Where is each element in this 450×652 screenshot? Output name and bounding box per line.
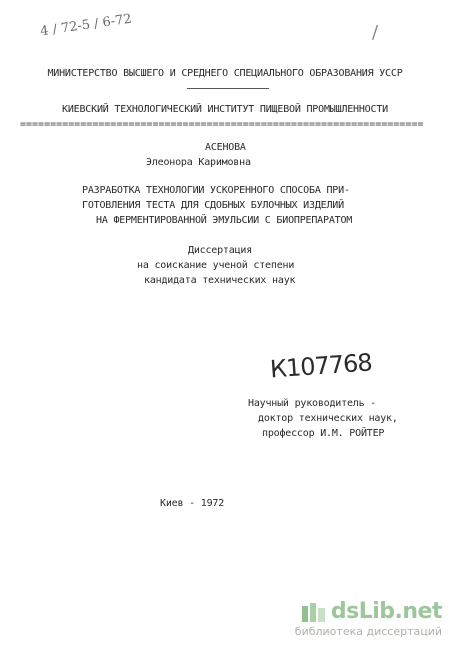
ministry-heading: МИНИСТЕРСТВО ВЫСШЕГО И СРЕДНЕГО СПЕЦИАЛЬНОГО ОБРАЗОВАНИЯ УССР [47,68,403,79]
supervisor-line-1: Научный руководитель - [248,398,377,409]
handwritten-mark: / [372,22,379,43]
watermark-title: dsLib.net [330,599,442,624]
institute-heading: КИЕВСКИЙ ТЕХНОЛОГИЧЕСКИЙ ИНСТИТУТ ПИЩЕВОЙ ПРОМЫШЛЕННОСТИ [62,104,388,115]
archive-stamp: К107768 [269,348,373,384]
thesis-title-line-2: ГОТОВЛЕНИЯ ТЕСТА ДЛЯ СДОБНЫХ БУЛОЧНЫХ ИЗДЕЛИЙ [82,200,344,211]
degree-line-2: на соискание ученой степени [137,260,295,271]
watermark-subtitle: библиотека диссертаций [294,625,442,638]
dslib-watermark[interactable] [295,599,442,638]
ministry-underline [187,88,269,89]
degree-line-1: Диссертация [188,245,253,256]
place-and-year: Киев - 1972 [160,498,225,509]
degree-line-3: кандидата технических наук [144,275,296,286]
institute-separator: =================================================================== [20,121,424,129]
author-name: Элеонора Каримовна [146,157,251,168]
thesis-title-line-3: НА ФЕРМЕНТИРОВАННОЙ ЭМУЛЬСИИ С БИОПРЕПАРАТОМ [96,215,353,226]
supervisor-line-3: профессор И.М. РОЙТЕР [262,428,385,439]
author-surname: АСЕНОВА [205,142,246,153]
books-logo-icon [301,602,327,622]
handwritten-archive-note: 4 / 72-5 / 6-72 [39,11,133,40]
supervisor-line-2: доктор технических наук, [258,413,398,424]
thesis-title-line-1: РАЗРАБОТКА ТЕХНОЛОГИИ УСКОРЕННОГО СПОСОБА ПРИ- [82,185,350,196]
